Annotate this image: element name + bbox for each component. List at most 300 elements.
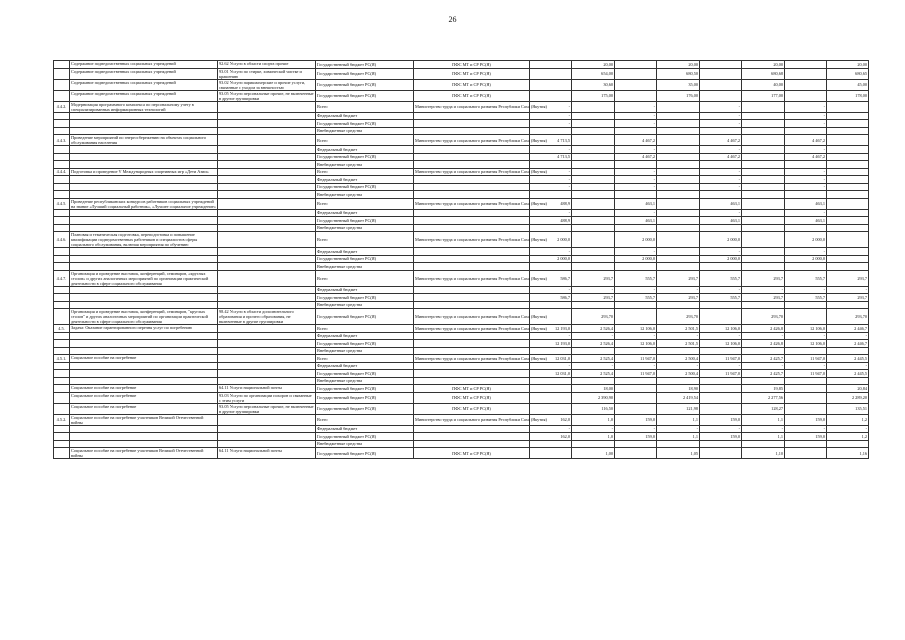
okpd-code-cell: 93.05 Услуги персональные прочие, не включенные в другие группировки [219, 403, 314, 414]
table-row [54, 301, 869, 309]
value-cell: 293,70 [572, 309, 615, 325]
okpd-code-cell [218, 255, 316, 263]
value-cell [657, 161, 700, 169]
value-cell [700, 127, 742, 135]
value-cell [742, 248, 785, 256]
value-cell [785, 127, 827, 135]
value-cell: - [700, 101, 742, 112]
description-cell: Организация и проведение выставок, конференций, семинаров, «круглых столов» и других аналогичных мероприятий по организации практической деятельности в сфере социального обслуживания [70, 270, 218, 286]
okpd-code-cell [218, 414, 316, 425]
value-cell: 4 467,2 [615, 135, 657, 146]
value-cell [700, 392, 742, 403]
value-cell: - [530, 176, 572, 184]
value-cell: 159,0 [615, 414, 657, 425]
value-cell [827, 217, 869, 225]
item-number-cell [54, 217, 70, 225]
funding-source-cell: Внебюджетные средства [316, 263, 414, 271]
funding-source-cell: Всего [316, 135, 414, 146]
value-cell [742, 120, 785, 128]
value-cell [615, 79, 657, 90]
table-row [54, 135, 869, 146]
okpd-code-cell [218, 127, 316, 135]
value-cell: 11 947,0 [785, 355, 827, 363]
funding-source-cell: Федеральный бюджет [316, 362, 414, 370]
value-cell: 12 106,0 [615, 325, 657, 333]
funding-source-cell: Государственный бюджет РС(Я) [316, 294, 414, 302]
value-cell [615, 191, 657, 199]
value-cell: - [785, 425, 827, 433]
value-cell [742, 176, 785, 184]
funding-source-cell: Внебюджетные средства [316, 191, 414, 199]
value-cell [785, 161, 827, 169]
funding-source-cell: Всего [316, 232, 414, 248]
value-cell: - [742, 332, 785, 340]
responsible-cell [414, 294, 530, 302]
value-cell [657, 135, 700, 146]
value-cell: 12 106,0 [700, 340, 742, 348]
value-cell: 555,7 [615, 270, 657, 286]
value-cell [615, 448, 657, 459]
value-cell: - [530, 112, 572, 120]
value-cell: - [572, 286, 615, 294]
value-cell [700, 161, 742, 169]
value-cell [572, 112, 615, 120]
value-cell: 159,0 [785, 414, 827, 425]
value-cell: - [700, 112, 742, 120]
funding-source-cell: Внебюджетные средства [316, 161, 414, 169]
okpd-code-cell [218, 325, 316, 333]
okpd-code-cell [218, 425, 316, 433]
responsible-cell [414, 340, 530, 348]
value-cell: 1,2 [827, 433, 869, 441]
value-cell [572, 224, 615, 232]
value-cell: 20,00 [827, 61, 869, 69]
value-cell [572, 301, 615, 309]
okpd-code-cell [218, 433, 316, 441]
value-cell: 11 947,0 [615, 370, 657, 378]
item-number-cell [54, 61, 70, 69]
value-cell [572, 248, 615, 256]
funding-source-cell: Федеральный бюджет [316, 176, 414, 184]
value-cell: 1,2 [827, 414, 869, 425]
value-cell: 20,00 [742, 61, 785, 69]
responsible-cell [414, 433, 530, 441]
item-number-cell: 4.4.2. [54, 101, 70, 112]
value-cell [785, 309, 827, 325]
okpd-code-cell [218, 168, 316, 176]
funding-source-cell: Всего [316, 325, 414, 333]
value-cell [700, 403, 742, 414]
value-cell: 555,7 [785, 294, 827, 302]
value-cell [530, 224, 572, 232]
description-cell [70, 370, 218, 378]
item-number-cell [54, 294, 70, 302]
table-row [54, 101, 869, 112]
description-cell: Социальное пособие на погребение [70, 355, 218, 363]
value-cell: - [785, 248, 827, 256]
table-row [54, 248, 869, 256]
value-cell: - [785, 183, 827, 191]
value-cell: 2 426,8 [742, 325, 785, 333]
funding-source-cell: Государственный бюджет РС(Я) [316, 61, 414, 69]
item-number-cell: 4.4.4. [54, 168, 70, 176]
value-cell: 488,9 [530, 217, 572, 225]
value-cell [572, 232, 615, 248]
value-cell: 2 446,7 [827, 340, 869, 348]
value-cell: 176,00 [657, 90, 700, 101]
value-cell [700, 224, 742, 232]
value-cell [572, 135, 615, 146]
value-cell [657, 191, 700, 199]
value-cell: 162,0 [530, 433, 572, 441]
value-cell [827, 248, 869, 256]
description-cell: Содержание подведомственных социальных учреждений [70, 90, 218, 101]
responsible-cell [414, 362, 530, 370]
table-row [54, 433, 869, 441]
value-cell [657, 217, 700, 225]
value-cell: - [785, 146, 827, 154]
item-number-cell [54, 79, 70, 90]
table-row [54, 191, 869, 199]
value-cell: 2 000,0 [785, 255, 827, 263]
table-row [54, 217, 869, 225]
responsible-cell [414, 347, 530, 355]
value-cell: - [615, 425, 657, 433]
value-cell: 11 947,0 [615, 355, 657, 363]
okpd-code-cell: 92.62 Услуги в области спорта прочие [218, 61, 316, 69]
value-cell [530, 61, 572, 69]
value-cell [742, 127, 785, 135]
responsible-cell [414, 370, 530, 378]
value-cell [615, 440, 657, 448]
description-cell [70, 209, 218, 217]
description-cell [70, 224, 218, 232]
value-cell: 680,68 [742, 68, 785, 79]
okpd-code-cell [218, 301, 316, 309]
funding-source-cell: Всего [316, 270, 414, 286]
value-cell [742, 217, 785, 225]
funding-source-cell: Всего [316, 414, 414, 425]
value-cell [657, 440, 700, 448]
table-row [54, 224, 869, 232]
value-cell [827, 127, 869, 135]
okpd-code-cell [218, 198, 316, 209]
value-cell [785, 224, 827, 232]
value-cell: - [530, 362, 572, 370]
value-cell: - [700, 425, 742, 433]
value-cell: 18,90 [657, 385, 700, 393]
funding-source-cell: Федеральный бюджет [316, 425, 414, 433]
responsible-cell: ПФС МТ и СР РС(Я) [414, 385, 530, 393]
okpd-code-cell: 93.01 Услуги по стирке, химической чистке и крашению [218, 68, 316, 79]
value-cell: 2 500,4 [657, 370, 700, 378]
table-row [54, 255, 869, 263]
table-row [54, 414, 869, 425]
value-cell: - [572, 362, 615, 370]
value-cell [742, 440, 785, 448]
value-cell [827, 347, 869, 355]
value-cell: - [615, 146, 657, 154]
value-cell [615, 263, 657, 271]
value-cell: - [530, 183, 572, 191]
description-cell: Модернизация программного комплекса по персональному учету в специализированных информационных технологий [70, 101, 218, 112]
item-number-cell [54, 153, 70, 161]
funding-source-cell: Внебюджетные средства [316, 127, 414, 135]
item-number-cell [54, 286, 70, 294]
item-number-cell: 4.4.5. [54, 198, 70, 209]
value-cell [827, 232, 869, 248]
value-cell: 586,7 [530, 270, 572, 286]
responsible-cell: ПФС МТ и СР РС(Я) [414, 90, 530, 101]
description-cell [70, 191, 218, 199]
value-cell: 293,7 [742, 294, 785, 302]
value-cell: 116,50 [572, 403, 615, 414]
value-cell [785, 79, 827, 90]
value-cell: - [657, 286, 700, 294]
responsible-cell: ПФС МТ и СР РС(Я) [414, 79, 530, 90]
value-cell: - [827, 425, 869, 433]
value-cell [742, 191, 785, 199]
item-number-cell [54, 183, 70, 191]
responsible-cell [414, 263, 530, 271]
value-cell: 2 445,5 [827, 370, 869, 378]
item-number-cell [54, 68, 70, 79]
description-cell: Социальное пособие на погребение участников Великой Отечественной войны [70, 414, 218, 425]
value-cell [530, 90, 572, 101]
value-cell: - [530, 332, 572, 340]
value-cell [572, 255, 615, 263]
value-cell [700, 68, 742, 79]
okpd-code-cell [218, 440, 316, 448]
value-cell: 12 193,0 [530, 325, 572, 333]
item-number-cell [54, 209, 70, 217]
value-cell [785, 403, 827, 414]
value-cell [785, 392, 827, 403]
okpd-code-cell [218, 176, 316, 184]
value-cell: - [700, 176, 742, 184]
funding-source-cell: Внебюджетные средства [316, 301, 414, 309]
value-cell: - [615, 112, 657, 120]
value-cell: - [530, 209, 572, 217]
value-cell [530, 68, 572, 79]
value-cell: - [785, 120, 827, 128]
okpd-code-cell [218, 217, 316, 225]
funding-source-cell: Федеральный бюджет [316, 146, 414, 154]
description-cell [70, 440, 218, 448]
value-cell: - [615, 362, 657, 370]
okpd-code-cell: 93.05 Услуги персональные прочие, не включенные в другие группировки [219, 90, 314, 101]
value-cell [657, 209, 700, 217]
item-number-cell [54, 146, 70, 154]
value-cell: 555,7 [785, 270, 827, 286]
value-cell [572, 377, 615, 385]
value-cell: 11 947,0 [785, 370, 827, 378]
funding-source-cell: Государственный бюджет РС(Я) [316, 309, 414, 325]
table-row [54, 61, 869, 69]
responsible-cell [414, 161, 530, 169]
value-cell: - [615, 183, 657, 191]
value-cell: 2 425,7 [742, 370, 785, 378]
okpd-code-cell [218, 153, 316, 161]
table-row [54, 362, 869, 370]
responsible-cell: ПФС МТ и СР РС(Я) [414, 448, 530, 459]
value-cell: - [700, 248, 742, 256]
description-cell [70, 294, 218, 302]
value-cell [657, 176, 700, 184]
value-cell [530, 301, 572, 309]
description-cell [70, 248, 218, 256]
value-cell [572, 198, 615, 209]
value-cell: 11 947,0 [700, 355, 742, 363]
value-cell: 1,1 [657, 414, 700, 425]
value-cell [700, 79, 742, 90]
value-cell: 162,0 [530, 414, 572, 425]
value-cell [572, 176, 615, 184]
okpd-code-cell [218, 347, 316, 355]
value-cell [657, 347, 700, 355]
responsible-cell [414, 332, 530, 340]
value-cell: 555,7 [700, 270, 742, 286]
value-cell: - [742, 425, 785, 433]
value-cell [742, 209, 785, 217]
item-number-cell: 4.4.3. [54, 135, 70, 146]
description-cell [70, 301, 218, 309]
responsible-cell: Министерство труда и социального развития Республики Саха (Якутия) [414, 309, 530, 325]
value-cell [742, 112, 785, 120]
table-row [54, 79, 869, 90]
value-cell [700, 90, 742, 101]
responsible-cell [414, 120, 530, 128]
okpd-code-cell: 64.11 Услуги национальной почты [218, 385, 316, 393]
funding-source-cell: Федеральный бюджет [316, 209, 414, 217]
responsible-cell [414, 209, 530, 217]
value-cell [742, 377, 785, 385]
value-cell: 293,7 [742, 270, 785, 286]
value-cell: 12 106,0 [615, 340, 657, 348]
okpd-code-cell [218, 191, 316, 199]
value-cell [700, 61, 742, 69]
table-row [54, 347, 869, 355]
value-cell [742, 263, 785, 271]
table-row [54, 209, 869, 217]
value-cell: - [700, 120, 742, 128]
funding-source-cell: Государственный бюджет РС(Я) [316, 340, 414, 348]
value-cell: - [530, 248, 572, 256]
value-cell: 4 467,2 [785, 153, 827, 161]
value-cell [615, 385, 657, 393]
item-number-cell [54, 176, 70, 184]
value-cell: 2 425,7 [742, 355, 785, 363]
value-cell: - [530, 168, 572, 176]
value-cell [572, 347, 615, 355]
value-cell: 1,1 [742, 433, 785, 441]
responsible-cell [414, 191, 530, 199]
item-number-cell: 4.4.6. [54, 232, 70, 248]
funding-source-cell: Государственный бюджет РС(Я) [316, 433, 414, 441]
description-cell: Подготовка и проведение V Международных спортивных игр «Дети Азии» [70, 168, 218, 176]
value-cell [700, 309, 742, 325]
responsible-cell [414, 176, 530, 184]
responsible-cell [414, 286, 530, 294]
value-cell [785, 448, 827, 459]
value-cell: 555,7 [700, 294, 742, 302]
description-cell: Содержание подведомственных социальных учреждений [70, 79, 218, 90]
responsible-cell [414, 301, 530, 309]
value-cell: 1,00 [572, 448, 615, 459]
value-cell: 463,1 [615, 198, 657, 209]
value-cell: 680,65 [827, 68, 869, 79]
value-cell [572, 191, 615, 199]
value-cell [530, 392, 572, 403]
value-cell [827, 191, 869, 199]
value-cell: 4 467,2 [615, 153, 657, 161]
value-cell: 2 289,20 [827, 392, 869, 403]
value-cell: 2 000,0 [530, 232, 572, 248]
value-cell [572, 120, 615, 128]
value-cell [615, 90, 657, 101]
responsible-cell [414, 112, 530, 120]
value-cell: - [530, 425, 572, 433]
value-cell [785, 68, 827, 79]
value-cell [657, 224, 700, 232]
table-row [54, 198, 869, 209]
table-row [54, 340, 869, 348]
table-row [54, 90, 869, 101]
responsible-cell: ПФС МТ и СР РС(Я) [414, 68, 530, 79]
value-cell: - [657, 425, 700, 433]
okpd-code-cell [218, 209, 316, 217]
value-cell: 293,7 [572, 270, 615, 286]
value-cell [657, 183, 700, 191]
value-cell: - [615, 332, 657, 340]
page-number: 26 [448, 15, 457, 24]
okpd-code-cell: 93.03 Услуги по организации похорон и связанные с этим услуги [218, 392, 316, 403]
value-cell [827, 146, 869, 154]
funding-source-cell: Государственный бюджет РС(Я) [316, 392, 414, 403]
description-cell [70, 120, 218, 128]
description-cell [70, 377, 218, 385]
description-cell [70, 340, 218, 348]
value-cell [827, 224, 869, 232]
value-cell [530, 191, 572, 199]
value-cell [572, 161, 615, 169]
value-cell: 293,7 [657, 270, 700, 286]
funding-source-cell: Внебюджетные средства [316, 347, 414, 355]
value-cell [530, 377, 572, 385]
table-row [54, 385, 869, 393]
table-row [54, 161, 869, 169]
funding-source-cell: Федеральный бюджет [316, 248, 414, 256]
value-cell [657, 301, 700, 309]
value-cell: - [742, 362, 785, 370]
value-cell [742, 135, 785, 146]
value-cell: 463,1 [615, 217, 657, 225]
value-cell [742, 255, 785, 263]
value-cell: 2 446,7 [827, 325, 869, 333]
value-cell [615, 347, 657, 355]
value-cell [657, 198, 700, 209]
value-cell [827, 440, 869, 448]
value-cell: - [615, 176, 657, 184]
value-cell: 45,00 [827, 79, 869, 90]
value-cell: - [657, 332, 700, 340]
responsible-cell [414, 224, 530, 232]
responsible-cell [414, 127, 530, 135]
funding-source-cell: Всего [316, 355, 414, 363]
value-cell [742, 232, 785, 248]
value-cell [700, 385, 742, 393]
value-cell: 555,7 [615, 294, 657, 302]
